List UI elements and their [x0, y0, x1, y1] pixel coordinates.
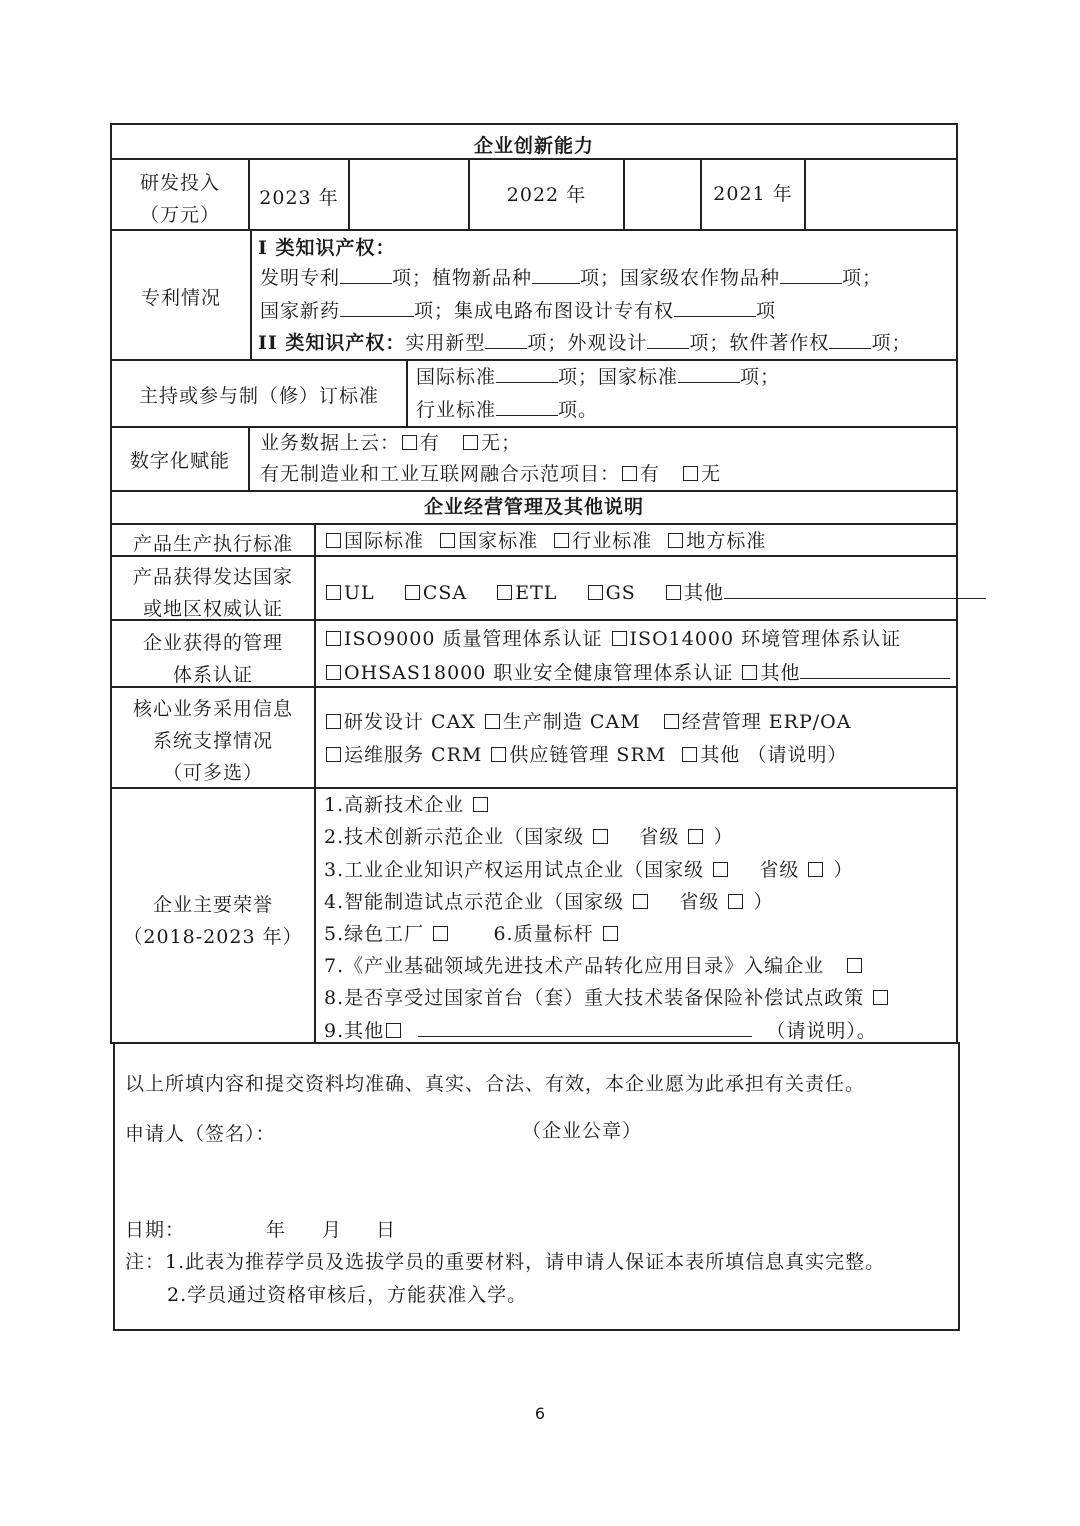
date-label: 日期： — [125, 1219, 186, 1241]
col-line — [314, 523, 316, 1042]
col-line — [406, 359, 408, 426]
note-1: 注：1.此表为推荐学员及选拔学员的重要材料，请申请人保证本表所填信息真实完整。 — [125, 1251, 886, 1273]
digital-line-demo: 有无制造业和工业互联网融合示范项目： 有 无 — [260, 463, 722, 485]
honors-label-2: （2018-2023 年） — [123, 926, 303, 948]
prod-std-intl-checkbox[interactable] — [326, 533, 341, 548]
it-options-2: 运维服务 CRM 供应链管理 SRM 其他 （请说明） — [324, 743, 847, 767]
patent-line-class2: II 类知识产权：实用新型 项；外观设计 项；软件著作权 项； — [258, 332, 912, 354]
rd-value-2023-field[interactable] — [352, 170, 466, 226]
design-patent-field[interactable] — [647, 330, 689, 349]
prod-std-label: 产品生产执行标准 — [132, 533, 293, 555]
row-line — [110, 359, 958, 361]
rd-label: 研发投入 — [139, 172, 220, 194]
date-year-label: 年 — [266, 1219, 287, 1241]
applicant-label: 申请人（签名）： — [125, 1123, 276, 1145]
rd-year-2021: 2021 年 — [713, 183, 793, 205]
mgmt-label-2: 体系认证 — [172, 664, 253, 686]
honor-5-6: 5.绿色工厂 6.质量标杆 — [324, 922, 621, 946]
patent-label: 专利情况 — [140, 287, 221, 309]
prod-std-local-checkbox[interactable] — [668, 533, 683, 548]
col-line — [804, 158, 806, 229]
mgmt-label: 企业获得的管理 — [142, 632, 283, 654]
declaration-statement: 以上所填内容和提交资料均准确、真实、合法、有效，本企业愿为此承担有关责任。 — [125, 1073, 866, 1095]
crop-variety-field[interactable] — [780, 265, 842, 284]
row-line — [110, 523, 958, 525]
honor-3: 3.工业企业知识产权运用试点企业（国家级 省级 ） — [324, 859, 854, 881]
honor-4-national-checkbox[interactable] — [633, 894, 648, 909]
software-copyright-field[interactable] — [829, 330, 871, 349]
honor-8-checkbox[interactable] — [873, 990, 888, 1005]
cert-label: 产品获得发达国家 — [132, 566, 293, 588]
standards-line-2: 行业标准 项。 — [416, 399, 599, 421]
honor-7-checkbox[interactable] — [847, 958, 862, 973]
decl-border-bottom — [113, 1329, 960, 1331]
cert-label-2: 或地区权威认证 — [142, 598, 283, 620]
date-month-label: 月 — [322, 1219, 343, 1241]
date-day-label: 日 — [376, 1219, 397, 1241]
mgmt-other-checkbox[interactable] — [742, 665, 757, 680]
iso14000-checkbox[interactable] — [612, 631, 627, 646]
rd-year-2022: 2022 年 — [506, 184, 587, 206]
patent-line-drug: 国家新药 项；集成电路布图设计专有权 项 — [260, 300, 777, 322]
rd-value-2021-field[interactable] — [808, 170, 954, 226]
honor-green-factory-checkbox[interactable] — [433, 926, 448, 941]
iso9000-checkbox[interactable] — [326, 631, 341, 646]
rd-label-unit: （万元） — [139, 204, 220, 226]
it-cam-checkbox[interactable] — [485, 714, 500, 729]
honor-9: 9.其他 （请说明）。 — [324, 1020, 877, 1042]
it-label: 核心业务采用信息 — [132, 698, 293, 720]
patent-line-invention: 发明专利 项；植物新品种 项；国家级农作物品种 项； — [260, 267, 883, 289]
honor-2: 2.技术创新示范企业（国家级 省级 ） — [324, 826, 734, 848]
cert-etl-checkbox[interactable] — [497, 585, 512, 600]
honor-quality-checkbox[interactable] — [603, 926, 618, 941]
ohsas18000-checkbox[interactable] — [326, 665, 341, 680]
note-2: 2.学员通过资格审核后，方能获准入学。 — [167, 1284, 528, 1306]
plant-variety-field[interactable] — [532, 265, 580, 284]
national-standard-field[interactable] — [678, 364, 740, 383]
honor-3-provincial-checkbox[interactable] — [808, 862, 823, 877]
industry-standard-field[interactable] — [496, 397, 558, 416]
col-line — [348, 158, 350, 229]
cloud-yes-checkbox[interactable] — [402, 435, 417, 450]
it-erp-checkbox[interactable] — [664, 714, 679, 729]
prod-std-national-checkbox[interactable] — [440, 533, 455, 548]
cert-csa-checkbox[interactable] — [405, 585, 420, 600]
col-line — [623, 158, 625, 229]
it-other-checkbox[interactable] — [682, 747, 697, 762]
company-seal-label: （企业公章） — [522, 1120, 643, 1142]
intl-standard-field[interactable] — [496, 364, 558, 383]
prod-std-industry-checkbox[interactable] — [554, 533, 569, 548]
honor-hightech-checkbox[interactable] — [473, 797, 488, 812]
ic-layout-field[interactable] — [674, 298, 756, 317]
standards-label: 主持或参与制（修）订标准 — [138, 385, 379, 407]
cert-other-checkbox[interactable] — [666, 585, 681, 600]
rd-value-2022-field[interactable] — [627, 170, 697, 226]
honors-label: 企业主要荣誉 — [152, 894, 273, 916]
section-title-management: 企业经营管理及其他说明 — [423, 496, 644, 518]
honor-7: 7.《产业基础领域先进技术产品转化应用目录》入编企业 — [324, 954, 865, 978]
it-label-3: （可多选） — [162, 762, 263, 784]
it-label-2: 系统支撑情况 — [152, 730, 273, 752]
digital-label: 数字化赋能 — [129, 450, 230, 472]
it-crm-checkbox[interactable] — [326, 747, 341, 762]
honor-8: 8.是否享受过国家首台（套）重大技术装备保险补偿试点政策 — [324, 986, 891, 1010]
honor-3-national-checkbox[interactable] — [713, 862, 728, 877]
mgmt-other-field[interactable] — [800, 660, 950, 679]
honor-4: 4.智能制造试点示范企业（国家级 省级 ） — [324, 891, 774, 913]
mgmt-options-2: OHSAS18000 职业安全健康管理体系认证 其他 — [324, 660, 950, 685]
standards-line-1: 国际标准 项；国家标准 项； — [416, 366, 781, 388]
applicant-signature-field[interactable] — [290, 1118, 490, 1148]
col-line — [248, 426, 250, 490]
prod-std-options: 国际标准 国家标准 行业标准 地方标准 — [324, 529, 766, 553]
section-title-innovation: 企业创新能力 — [473, 135, 594, 157]
mgmt-options-1: ISO9000 质量管理体系认证 ISO14000 环境管理体系认证 — [324, 627, 901, 651]
row-line — [110, 229, 958, 231]
honor-other-checkbox[interactable] — [386, 1023, 401, 1038]
rd-year-2023: 2023 年 — [259, 187, 339, 209]
honor-2-national-checkbox[interactable] — [593, 829, 608, 844]
honor-other-field[interactable] — [418, 1018, 752, 1037]
page-number: 6 — [534, 1404, 546, 1423]
it-srm-checkbox[interactable] — [491, 747, 506, 762]
honor-4-provincial-checkbox[interactable] — [728, 894, 743, 909]
honor-2-provincial-checkbox[interactable] — [688, 829, 703, 844]
new-drug-field[interactable] — [340, 298, 414, 317]
col-line — [250, 229, 252, 359]
cert-ul-checkbox[interactable] — [326, 585, 341, 600]
honor-1: 1.高新技术企业 — [324, 793, 491, 817]
utility-model-field[interactable] — [485, 330, 527, 349]
row-line — [110, 158, 958, 160]
row-line — [110, 490, 958, 492]
patent-class1: I 类知识产权： — [258, 237, 396, 259]
row-line — [110, 426, 958, 428]
it-options-1: 研发设计 CAX 生产制造 CAM 经营管理 ERP/OA — [324, 710, 851, 734]
table-border-top — [110, 123, 958, 125]
invention-patent-field[interactable] — [340, 265, 392, 284]
it-cax-checkbox[interactable] — [326, 714, 341, 729]
cloud-no-checkbox[interactable] — [463, 435, 478, 450]
cert-gs-checkbox[interactable] — [588, 585, 603, 600]
decl-border-right — [958, 1044, 960, 1331]
demo-yes-checkbox[interactable] — [622, 466, 637, 481]
demo-no-checkbox[interactable] — [683, 466, 698, 481]
decl-border-left — [113, 1044, 115, 1331]
digital-line-cloud: 业务数据上云： 有 无； — [260, 432, 522, 454]
cert-other-field[interactable] — [724, 580, 986, 599]
row-line — [110, 787, 958, 789]
cert-options: UL CSA ETL GS 其他 — [324, 580, 986, 605]
